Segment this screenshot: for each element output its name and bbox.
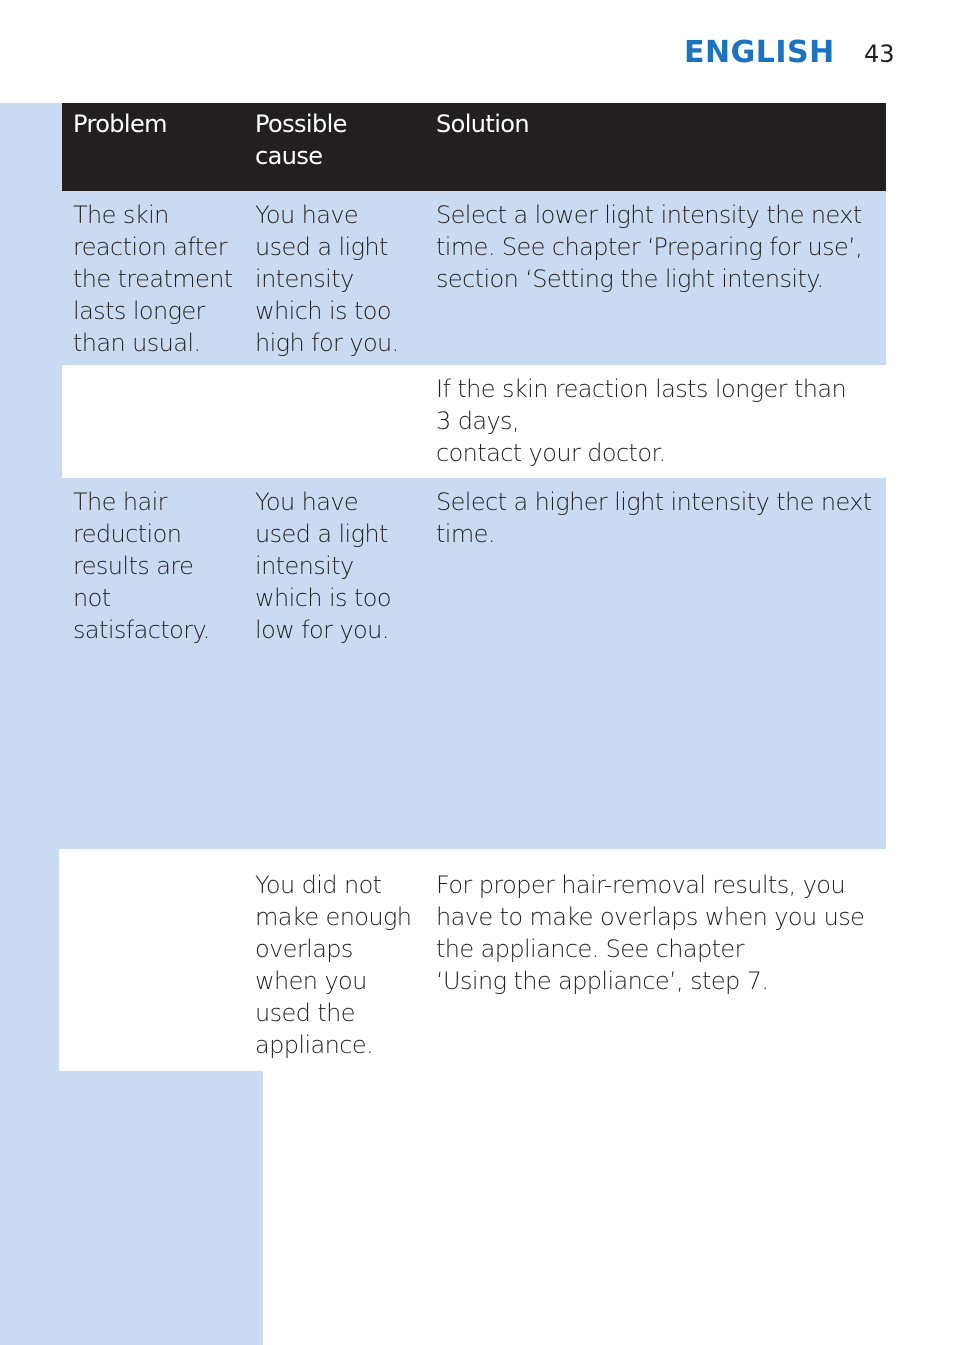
cause-cell: You have used a light intensity which is too low for you. <box>255 488 391 644</box>
table-row <box>59 849 886 1071</box>
solution-cell: Select a lower light intensity the next time. See chapter ‘Preparing for use’, section ‘Setting the light intensity. <box>436 201 863 293</box>
table-header-row <box>62 103 886 191</box>
column-header-problem: Problem <box>73 110 167 138</box>
problem-cell: The hair reduction results are not satisfactory. <box>73 488 210 644</box>
solution-cell: For proper hair-removal results, you have to make overlaps when you use the appliance. See chapter ‘Using the appliance’, step 7. <box>436 871 865 995</box>
solution-cell: If the skin reaction lasts longer than 3 days, contact your doctor. <box>436 375 847 467</box>
page-number: 43 <box>864 40 895 68</box>
table-row <box>62 478 886 849</box>
problem-cell: The skin reaction after the treatment lasts longer than usual. <box>73 201 233 357</box>
language-heading: ENGLISH <box>684 35 835 70</box>
solution-cell: Select a higher light intensity the next time. <box>436 488 872 548</box>
table-row <box>62 365 886 478</box>
cause-cell: You have used a light intensity which is too high for you. <box>255 201 399 357</box>
table-row <box>62 191 886 365</box>
column-header-possible-cause: Possible cause <box>255 110 347 170</box>
column-header-solution: Solution <box>436 110 529 138</box>
cause-cell: You did not make enough overlaps when you used the appliance. <box>255 871 412 1059</box>
